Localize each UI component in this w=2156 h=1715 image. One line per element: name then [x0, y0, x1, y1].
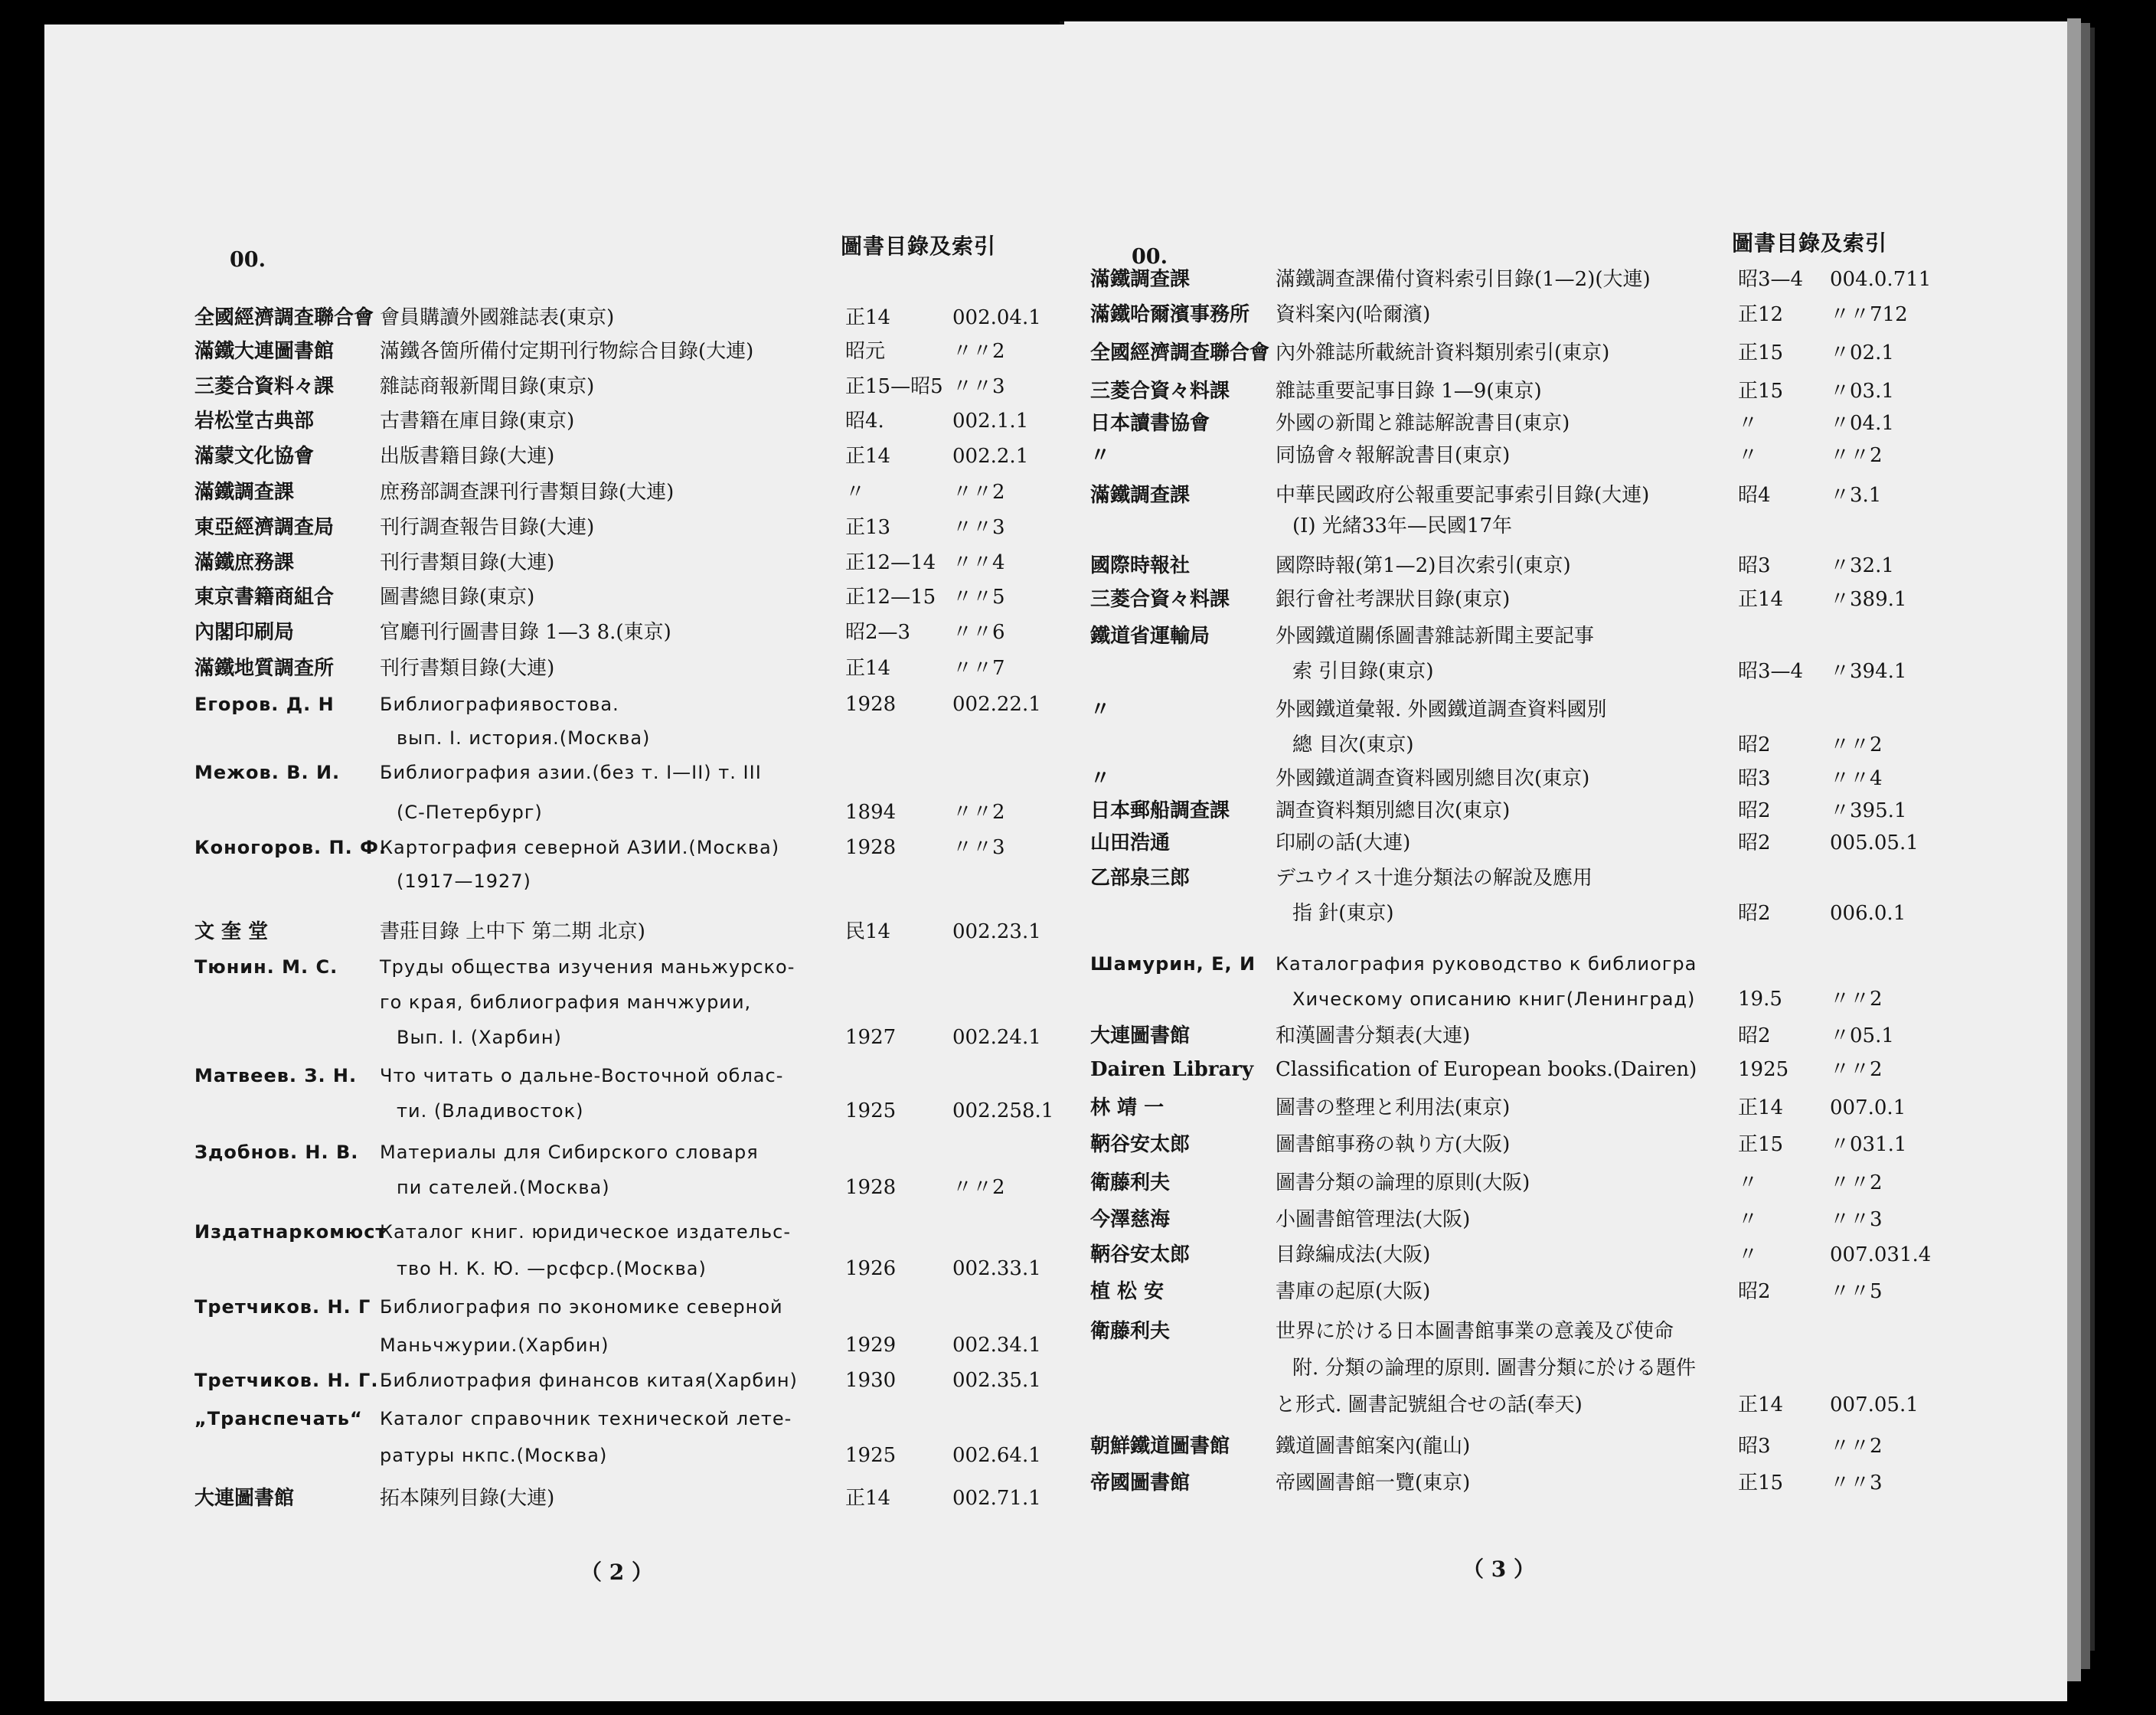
entry-title: 帝國圖書館一覽(東京) — [1276, 1472, 1471, 1494]
entry-class-number: 〃〃3 — [1830, 1472, 1883, 1494]
entry-date: 19.5 — [1738, 988, 1782, 1011]
entry-date: 昭2 — [1738, 831, 1771, 854]
entry-date: 〃 — [1738, 444, 1759, 467]
entry-date: 1925 — [845, 1444, 897, 1467]
entry-author: 滿鐵調查課 — [194, 481, 295, 504]
entry-class-number: 〃394.1 — [1830, 660, 1907, 683]
entry-author: 朝鮮鐵道圖書館 — [1090, 1435, 1230, 1458]
entry-title: 目錄編成法(大阪) — [1276, 1243, 1431, 1266]
entry-author: 國際時報社 — [1090, 554, 1191, 577]
entry-date: 〃 — [1738, 1171, 1759, 1194]
entry-class-number: 〃389.1 — [1830, 588, 1907, 611]
running-header: 圖書目錄及索引 — [1732, 230, 1888, 256]
entry-date: 1930 — [845, 1369, 897, 1392]
entry-date: 1925 — [845, 1099, 897, 1122]
entry-date: 正14 — [845, 445, 891, 468]
entry-class-number: 006.0.1 — [1830, 902, 1906, 925]
entry-title: Материалы для Сибирского словаря — [380, 1142, 759, 1163]
entry-title: 內外雜誌所載統計資料類別索引(東京) — [1276, 341, 1610, 364]
entry-author: 大連圖書館 — [194, 1487, 295, 1510]
entry-title: го края, библиография манчжурии, — [380, 991, 752, 1013]
entry-author: Третчиков. Н. Г — [194, 1296, 371, 1318]
entry-title: 圖書分類の論理的原則(大阪) — [1276, 1171, 1530, 1194]
entry-author: 三菱合資料々課 — [194, 375, 335, 398]
entry-date: 昭4. — [845, 410, 884, 433]
entry-title: 國際時報(第1—2)目次索引(東京) — [1276, 554, 1571, 577]
entry-date: 〃 — [1738, 1243, 1759, 1266]
entry-title: 刊行書類目錄(大連) — [380, 551, 555, 574]
entry-author: 林 靖 一 — [1090, 1096, 1165, 1119]
entry-title: 同協會々報解說書目(東京) — [1276, 444, 1511, 467]
running-header: 圖書目錄及索引 — [841, 234, 997, 259]
entry-date: 1926 — [845, 1257, 897, 1280]
entry-class-number: 〃05.1 — [1830, 1024, 1894, 1047]
entry-class-number: 〃03.1 — [1830, 380, 1894, 403]
entry-title: 出版書籍目錄(大連) — [380, 445, 555, 468]
entry-date: 正13 — [845, 516, 891, 539]
entry-author: 滿蒙文化協會 — [194, 445, 315, 468]
entry-class-number: 005.05.1 — [1830, 831, 1919, 854]
entry-author: 乙部泉三郎 — [1090, 867, 1191, 890]
entry-title: Картография северной АЗИИ.(Москва) — [380, 837, 780, 858]
entry-title: 刊行調查報告目錄(大連) — [380, 516, 595, 539]
entry-date: 昭3—4 — [1738, 660, 1804, 683]
entry-date: 〃 — [1738, 412, 1759, 435]
entry-date: 昭2 — [1738, 733, 1771, 756]
entry-author: Межов. В. И. — [194, 762, 341, 783]
entry-date: 正12 — [1738, 303, 1784, 326]
entry-author: Коногоров. П. Ф. — [194, 837, 387, 858]
entry-title: Библиография по экономике северной — [380, 1296, 783, 1318]
entry-author: 今澤慈海 — [1090, 1208, 1171, 1231]
entry-author: 鞆谷安太郎 — [1090, 1243, 1191, 1266]
entry-date: 1928 — [845, 836, 897, 859]
entry-title: 印刷の話(大連) — [1276, 831, 1411, 854]
entry-title: と形式. 圖書記號組合せの話(奉天) — [1276, 1393, 1583, 1416]
entry-title: (С-Петербург) — [397, 802, 543, 823]
entry-class-number: 〃〃3 — [952, 836, 1005, 859]
entry-author: „Транспечать“ — [194, 1408, 363, 1429]
entry-title: Каталог справочник технической летe- — [380, 1408, 792, 1429]
entry-title: 外國の新聞と雜誌解說書目(東京) — [1276, 412, 1570, 435]
entry-author: 內閣印刷局 — [194, 621, 295, 644]
entry-date: 〃 — [845, 481, 866, 504]
entry-class-number: 002.258.1 — [952, 1099, 1054, 1122]
entry-title: 索 引目錄(東京) — [1292, 660, 1434, 683]
entry-author: 日本讀書協會 — [1090, 412, 1210, 435]
entry-title: 銀行會社考課狀目錄(東京) — [1276, 588, 1511, 611]
entry-class-number: 〃〃3 — [1830, 1208, 1883, 1231]
entry-author: 三菱合資々料課 — [1090, 588, 1230, 611]
entry-author: 岩松堂古典部 — [194, 410, 315, 433]
entry-date: 昭元 — [845, 340, 886, 363]
entry-date: 昭2 — [1738, 799, 1771, 822]
entry-author: 全國經濟調查聯合會 — [1090, 341, 1270, 364]
entry-date: 昭2 — [1738, 1024, 1771, 1047]
entry-date: 昭3 — [1738, 1435, 1771, 1458]
entry-author: Егоров. Д. Н — [194, 694, 335, 715]
entry-title: 鐵道圖書館案內(龍山) — [1276, 1435, 1471, 1458]
entry-class-number: 〃395.1 — [1830, 799, 1907, 822]
entry-class-number: 〃〃3 — [952, 375, 1005, 398]
entry-title: 拓本陳列目錄(大連) — [380, 1487, 555, 1510]
entry-class-number: 〃〃2 — [1830, 988, 1883, 1011]
entry-class-number: 〃04.1 — [1830, 412, 1894, 435]
entry-title: 書莊目錄 上中下 第二期 北京) — [380, 920, 645, 943]
entry-title: 調查資料類別總目次(東京) — [1276, 799, 1511, 822]
entry-title: 雜誌重要記事目錄 1—9(東京) — [1276, 380, 1542, 403]
entry-author: 衛藤利夫 — [1090, 1320, 1171, 1343]
entry-title: 小圖書館管理法(大阪) — [1276, 1208, 1471, 1231]
entry-date: 正15 — [1738, 380, 1784, 403]
entry-date: 民14 — [845, 920, 891, 943]
entry-author: 三菱合資々料課 — [1090, 380, 1230, 403]
entry-class-number: 007.05.1 — [1830, 1393, 1919, 1416]
entry-class-number: 〃〃2 — [952, 340, 1005, 363]
entry-class-number: 〃〃7 — [952, 657, 1005, 680]
entry-class-number: 002.35.1 — [952, 1369, 1041, 1392]
entry-date: 正14 — [1738, 1393, 1784, 1416]
entry-class-number: 002.04.1 — [952, 306, 1041, 329]
entry-title: Библиотрафия финансов китая(Харбин) — [380, 1370, 798, 1391]
entry-title: 總 目次(東京) — [1292, 733, 1414, 756]
entry-author: 帝國圖書館 — [1090, 1472, 1191, 1494]
entry-title: Труды общества изучения маньжурско- — [380, 956, 795, 978]
entry-author: Здобнов. Н. В. — [194, 1142, 359, 1163]
entry-author: 植 松 安 — [1090, 1280, 1165, 1303]
entry-class-number: 〃3.1 — [1830, 484, 1882, 507]
entry-title: 外國鐵道調查資料國別總目次(東京) — [1276, 767, 1590, 790]
entry-date: 1925 — [1738, 1058, 1789, 1081]
entry-title: вып. I. история.(Москва) — [397, 727, 651, 749]
entry-date: 昭3 — [1738, 554, 1771, 577]
entry-author: Шамурин, Е, И — [1090, 953, 1256, 975]
entry-date: 昭2—3 — [845, 621, 911, 644]
entry-author: 〃 — [1090, 767, 1111, 790]
entry-class-number: 〃〃5 — [1830, 1280, 1883, 1303]
entry-date: 正15 — [1738, 1133, 1784, 1156]
entry-date: 〃 — [1738, 1208, 1759, 1231]
entry-author: 衛藤利夫 — [1090, 1171, 1171, 1194]
entry-class-number: 〃〃2 — [1830, 733, 1883, 756]
entry-class-number: 002.33.1 — [952, 1257, 1041, 1280]
entry-title: Маньчжурии.(Харбин) — [380, 1334, 609, 1356]
entry-date: 正14 — [845, 657, 891, 680]
entry-class-number: 〃〃2 — [952, 1176, 1005, 1199]
page-edges — [2067, 18, 2081, 1681]
entry-author: 鞆谷安太郎 — [1090, 1133, 1191, 1156]
entry-class-number: 002.23.1 — [952, 920, 1041, 943]
entry-title: (1917—1927) — [397, 871, 531, 892]
entry-author: 鐵道省運輸局 — [1090, 625, 1210, 648]
entry-title: デユウイス十進分類法の解說及應用 — [1276, 867, 1592, 890]
entry-date: 昭2 — [1738, 1280, 1771, 1303]
entry-title: Classification of European books.(Dairen) — [1276, 1058, 1697, 1081]
entry-author: 山田浩通 — [1090, 831, 1171, 854]
page-number: （ 2 ） — [580, 1560, 653, 1585]
entry-author: 〃 — [1090, 698, 1111, 721]
entry-date: 正14 — [845, 306, 891, 329]
entry-title: Вып. I. (Харбин) — [397, 1027, 562, 1048]
entry-class-number: 002.2.1 — [952, 445, 1029, 468]
entry-date: 正14 — [845, 1487, 891, 1510]
entry-author: 日本郵船調查課 — [1090, 799, 1230, 822]
entry-title: 圖書の整理と利用法(東京) — [1276, 1096, 1511, 1119]
entry-title: 滿鐵調查課備付資料索引目錄(1—2)(大連) — [1276, 268, 1651, 291]
entry-author: 滿鐵調查課 — [1090, 484, 1191, 507]
entry-title: тво Н. К. Ю. —рсфср.(Москва) — [397, 1258, 707, 1279]
entry-title: Что читать о дальне-Восточной облас- — [380, 1065, 784, 1086]
page-edges-dark — [2090, 28, 2095, 1651]
entry-class-number: 007.031.4 — [1830, 1243, 1932, 1266]
entry-class-number: 007.0.1 — [1830, 1096, 1906, 1119]
entry-class-number: 〃〃2 — [1830, 1171, 1883, 1194]
page-number: （ 3 ） — [1462, 1557, 1535, 1582]
entry-class-number: 〃〃4 — [1830, 767, 1883, 790]
entry-date: 1927 — [845, 1026, 897, 1049]
entry-author: Издатнаркомюст — [194, 1221, 387, 1243]
entry-date: 昭3 — [1738, 767, 1771, 790]
entry-class-number: 002.22.1 — [952, 693, 1041, 716]
entry-title: 書庫の起原(大阪) — [1276, 1280, 1431, 1303]
entry-title: (I) 光緒33年—民國17年 — [1292, 514, 1512, 537]
entry-class-number: 002.64.1 — [952, 1444, 1041, 1467]
entry-author: 全國經濟調查聯合會 — [194, 306, 374, 329]
left-page — [44, 24, 1064, 1701]
entry-author: Тюнин. М. С. — [194, 956, 338, 978]
entry-class-number: 〃32.1 — [1830, 554, 1894, 577]
entry-author: 滿鐵大連圖書館 — [194, 340, 335, 363]
entry-title: Каталог книг. юридическое издательс- — [380, 1221, 792, 1243]
entry-class-number: 〃〃6 — [952, 621, 1005, 644]
entry-class-number: 〃〃712 — [1830, 303, 1908, 326]
entry-title: 官廳刊行圖書目錄 1—3 8.(東京) — [380, 621, 671, 644]
entry-date: 正15—昭5 — [845, 375, 943, 398]
right-page — [1064, 21, 2067, 1701]
entry-title: 雜誌商報新聞目錄(東京) — [380, 375, 595, 398]
entry-author: 東亞經濟調查局 — [194, 516, 335, 539]
entry-author: 〃 — [1090, 444, 1111, 467]
entry-class-number: 002.71.1 — [952, 1487, 1041, 1510]
entry-author: 滿鐵庶務課 — [194, 551, 295, 574]
entry-class-number: 〃〃3 — [952, 516, 1005, 539]
entry-author: Dairen Library — [1090, 1058, 1254, 1081]
entry-author: 滿鐵地質調查所 — [194, 657, 335, 680]
entry-title: Библиография азии.(без т. I—II) т. III — [380, 762, 762, 783]
entry-date: 1929 — [845, 1334, 897, 1357]
entry-date: 1894 — [845, 801, 897, 824]
entry-author: 大連圖書館 — [1090, 1024, 1191, 1047]
entry-author: 文 奎 堂 — [194, 920, 269, 943]
entry-title: Каталография руководство к библиогра — [1276, 953, 1697, 975]
entry-date: 正15 — [1738, 1472, 1784, 1494]
entry-title: 滿鐵各箇所備付定期刊行物綜合目錄(大連) — [380, 340, 754, 363]
entry-class-number: 〃〃2 — [952, 481, 1005, 504]
entry-class-number: 〃〃2 — [952, 801, 1005, 824]
entry-title: Библиографиявостова. — [380, 694, 619, 715]
entry-date: 昭3—4 — [1738, 268, 1804, 291]
entry-date: 1928 — [845, 1176, 897, 1199]
entry-class-number: 002.24.1 — [952, 1026, 1041, 1049]
entry-class-number: 〃02.1 — [1830, 341, 1894, 364]
entry-date: 昭4 — [1738, 484, 1771, 507]
entry-date: 正12—14 — [845, 551, 936, 574]
entry-title: 外國鐵道彙報. 外國鐵道調查資料國別 — [1276, 698, 1607, 721]
entry-date: 正12—15 — [845, 586, 936, 609]
page-edges-shadow — [2081, 23, 2090, 1669]
section-code: 00. — [230, 248, 266, 272]
entry-date: 正14 — [1738, 588, 1784, 611]
entry-title: 指 針(東京) — [1292, 902, 1394, 925]
entry-title: Хическому описанию книг(Ленинград) — [1292, 988, 1696, 1010]
entry-date: 昭2 — [1738, 902, 1771, 925]
entry-class-number: 〃〃2 — [1830, 444, 1883, 467]
entry-title: пи сателей.(Москва) — [397, 1177, 610, 1198]
entry-date: 1928 — [845, 693, 897, 716]
entry-title: 中華民國政府公報重要記事索引目錄(大連) — [1276, 484, 1650, 507]
entry-class-number: 〃031.1 — [1830, 1133, 1907, 1156]
entry-date: 正14 — [1738, 1096, 1784, 1119]
section-code: 00. — [1132, 245, 1168, 269]
entry-title: 會員購讀外國雜誌表(東京) — [380, 306, 615, 329]
entry-title: 資料案內(哈爾濱) — [1276, 303, 1431, 326]
entry-author: 滿鐵調查課 — [1090, 268, 1191, 291]
entry-class-number: 〃〃4 — [952, 551, 1005, 574]
entry-class-number: 002.1.1 — [952, 410, 1029, 433]
entry-title: 外國鐵道關係圖書雜誌新聞主要記事 — [1276, 625, 1595, 648]
entry-class-number: 004.0.711 — [1830, 268, 1932, 291]
entry-class-number: 002.34.1 — [952, 1334, 1041, 1357]
entry-class-number: 〃〃2 — [1830, 1435, 1883, 1458]
entry-title: 附. 分類の論理的原則. 圖書分類に於ける題件 — [1292, 1357, 1697, 1380]
entry-title: 刊行書類目錄(大連) — [380, 657, 555, 680]
entry-author: Третчиков. Н. Г. — [194, 1370, 379, 1391]
entry-title: 和漢圖書分類表(大連) — [1276, 1024, 1471, 1047]
entry-date: 正15 — [1738, 341, 1784, 364]
entry-author: 滿鐵哈爾濱事務所 — [1090, 303, 1250, 326]
entry-class-number: 〃〃5 — [952, 586, 1005, 609]
entry-title: ти. (Владивосток) — [397, 1100, 584, 1122]
entry-title: 圖書總目錄(東京) — [380, 586, 535, 609]
entry-title: 古書籍在庫目錄(東京) — [380, 410, 575, 433]
entry-title: ратуры нкпс.(Москва) — [380, 1445, 608, 1466]
entry-title: 世界に於ける日本圖書館事業の意義及び使命 — [1276, 1320, 1674, 1343]
entry-title: 庶務部調查課刊行書類目錄(大連) — [380, 481, 675, 504]
entry-class-number: 〃〃2 — [1830, 1058, 1883, 1081]
entry-title: 圖書館事務の執り方(大阪) — [1276, 1133, 1511, 1156]
entry-author: 東京書籍商組合 — [194, 586, 335, 609]
entry-author: Матвеев. З. Н. — [194, 1065, 358, 1086]
